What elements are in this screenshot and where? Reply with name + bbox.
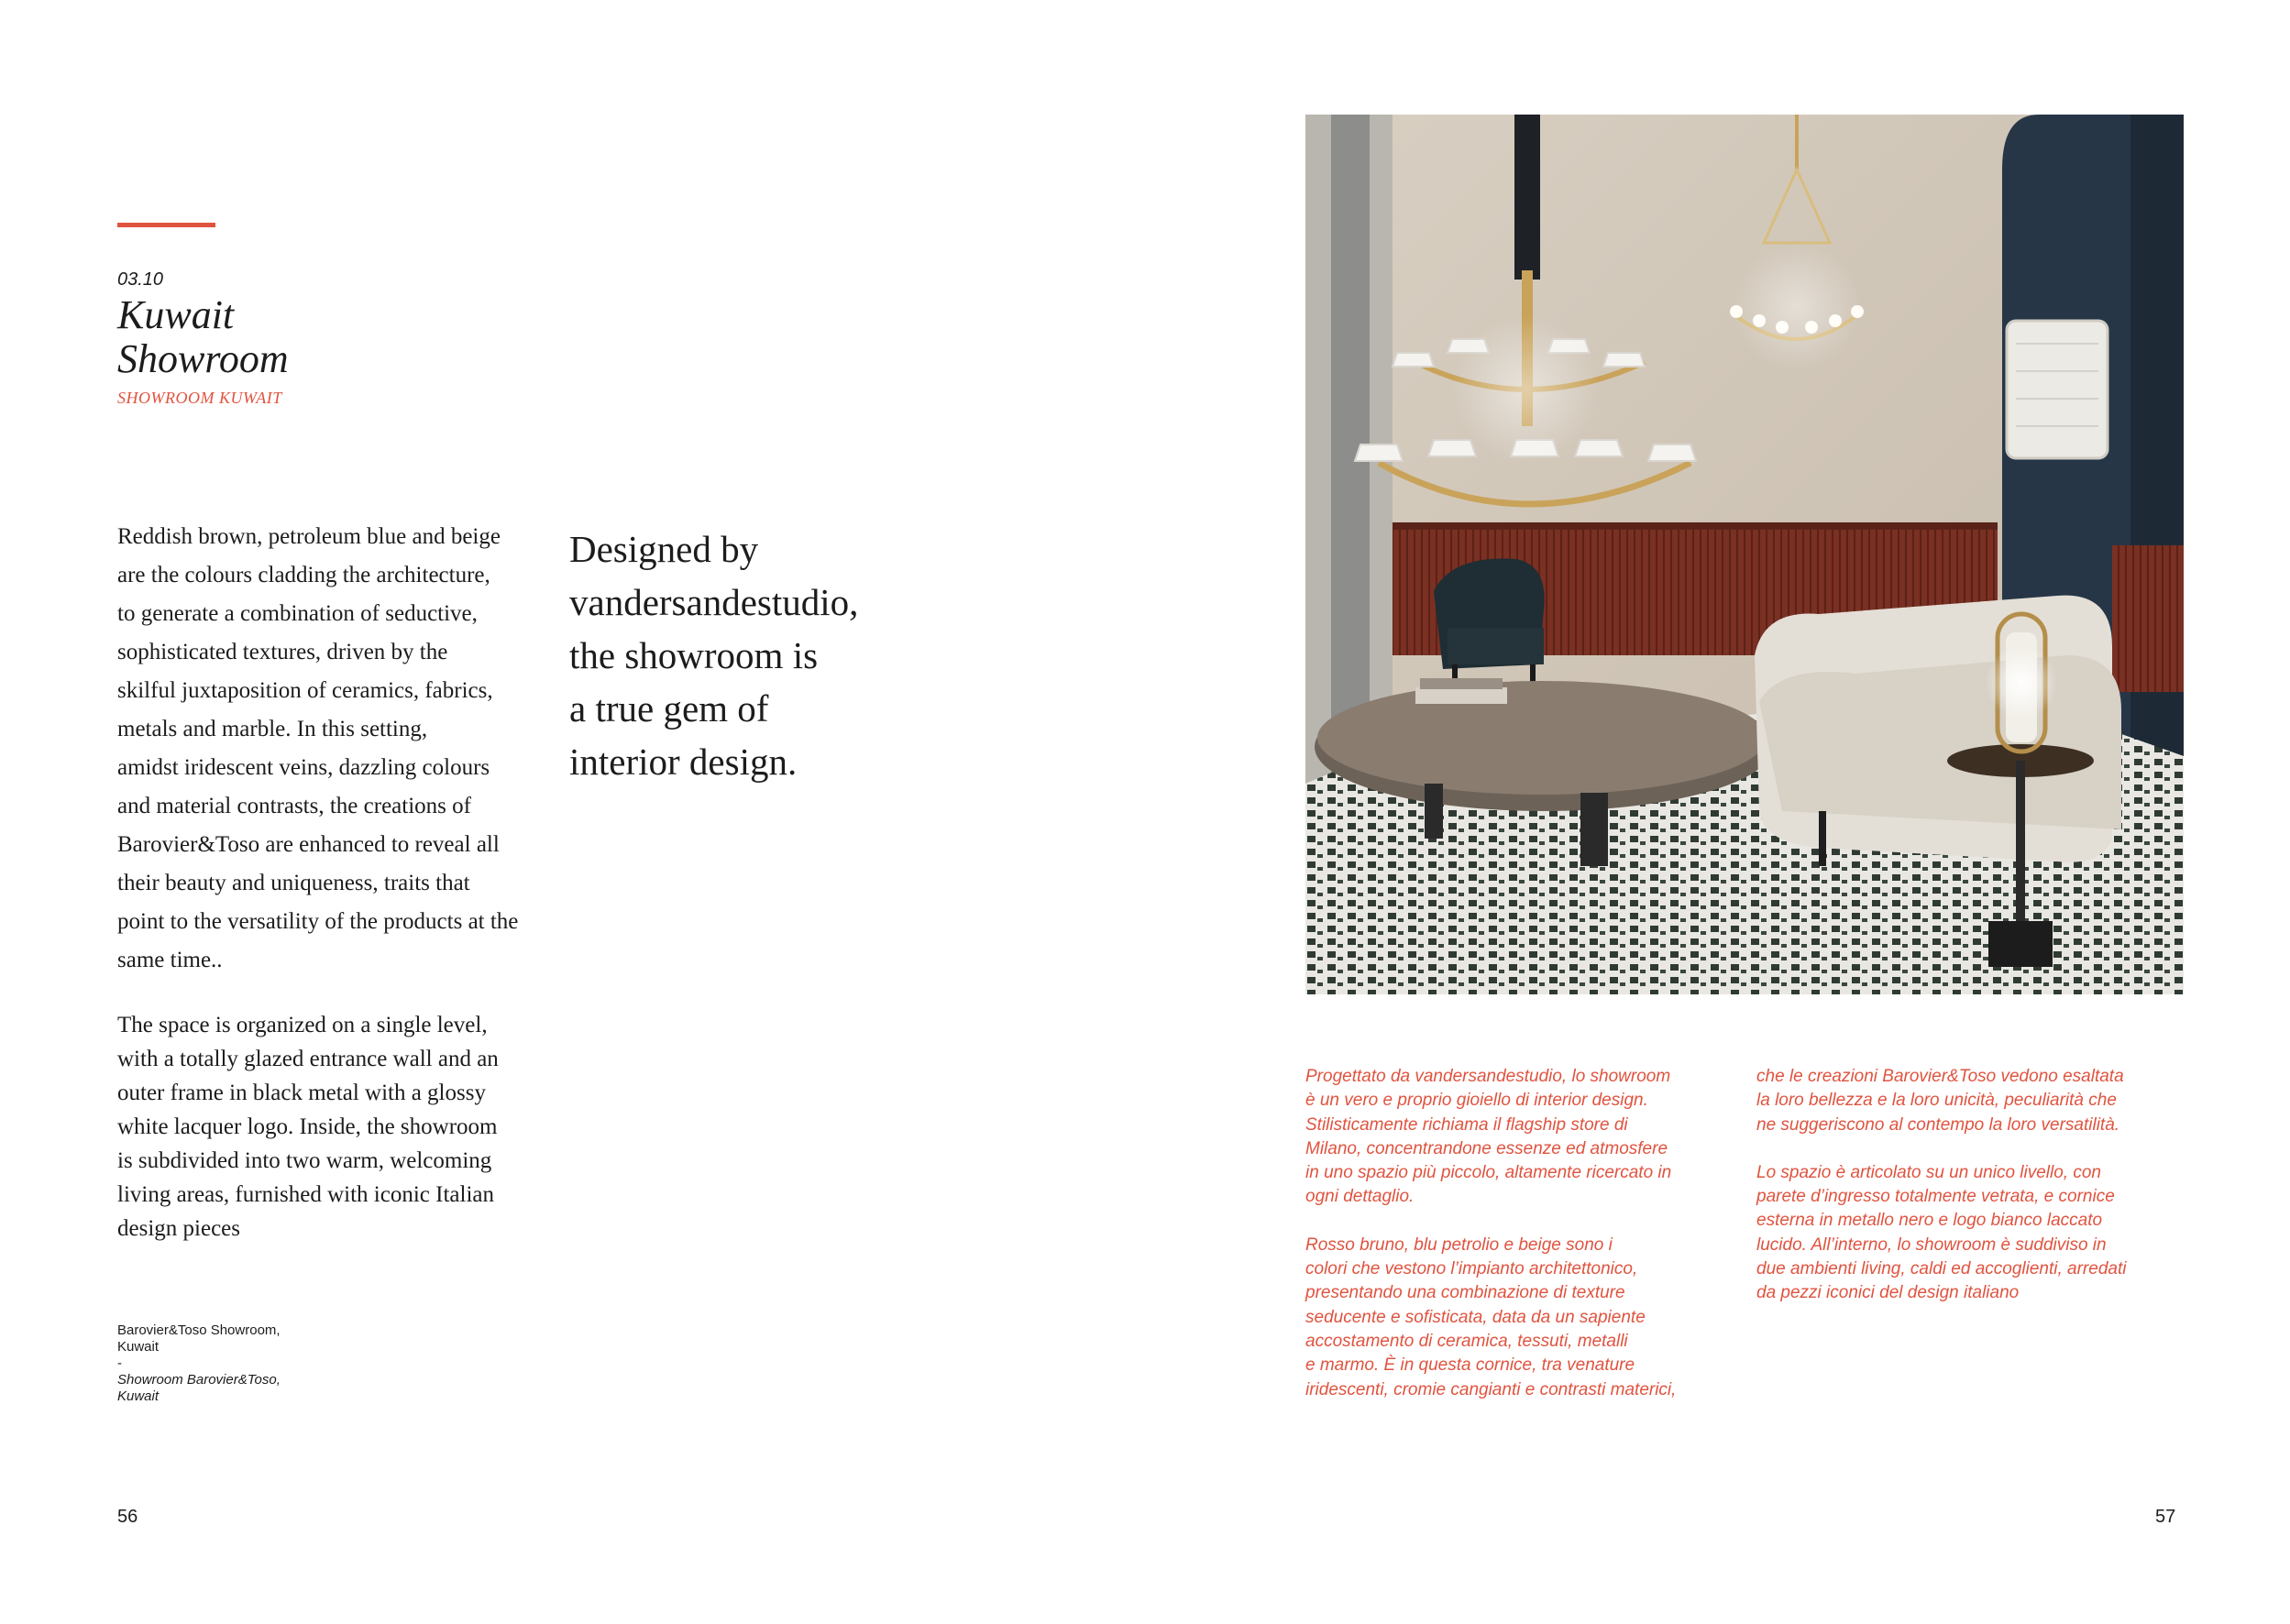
photo-credit: [117, 1322, 281, 1405]
text-line: ogni dettaglio.: [1305, 1187, 1415, 1207]
text-line: è un vero e proprio gioiello di interior design.: [1305, 1091, 1648, 1111]
text-line: skilful juxtaposition of ceramics, fabrics,: [117, 678, 493, 703]
text-line: da pezzi iconici del design italiano: [1756, 1283, 2020, 1303]
italian-column-1: [1305, 1065, 1736, 1402]
quote-line: the showroom is: [569, 634, 819, 676]
text-line: their beauty and uniqueness, traits that: [117, 871, 470, 895]
text-line: lucido. All’interno, lo showroom è suddiviso in: [1756, 1234, 2107, 1255]
paragraph-gap: [1756, 1137, 2187, 1161]
showroom-photo: [1305, 115, 2184, 994]
text-line: Lo spazio è articolato su un unico livello, con: [1756, 1162, 2102, 1182]
text-line: Milano, concentrandone essenze ed atmosfere: [1305, 1138, 1668, 1158]
text-line: sophisticated textures, driven by the: [117, 640, 448, 664]
text-line: parete d’ingresso totalmente vetrata, e cornice: [1756, 1187, 2115, 1207]
credit-separator: -: [117, 1355, 122, 1371]
page-subtitle: SHOWROOM KUWAIT: [117, 389, 282, 407]
text-line: and material contrasts, the creations of: [117, 794, 471, 818]
text-line: living areas, furnished with iconic Italian: [117, 1182, 494, 1207]
text-line: Reddish brown, petroleum blue and beige: [117, 524, 501, 549]
text-line: e marmo. È in questa cornice, tra venature: [1305, 1355, 1635, 1376]
body-paragraph-2: [117, 1008, 567, 1245]
quote-line: a true gem of: [569, 687, 769, 730]
text-line: to generate a combination of seductive,: [117, 601, 478, 626]
text-line: ne suggeriscono al contempo la loro versatilità.: [1756, 1114, 2120, 1135]
text-line: point to the versatility of the products at the: [117, 909, 519, 934]
credit-line: Kuwait: [117, 1339, 160, 1355]
text-line: The space is organized on a single level,: [117, 1013, 488, 1037]
text-line: are the colours cladding the architecture,: [117, 563, 490, 587]
text-line: same time..: [117, 948, 223, 972]
text-line: iridescenti, cromie cangianti e contrasti materici,: [1305, 1379, 1677, 1399]
text-line: accostamento di ceramica, tessuti, metalli: [1305, 1331, 1628, 1351]
section-number: 03.10: [117, 269, 164, 290]
text-line: esterna in metallo nero e logo bianco laccato: [1756, 1211, 2103, 1231]
text-line: colori che vestono l’impianto architettonico,: [1305, 1259, 1638, 1279]
text-line: white lacquer logo. Inside, the showroom: [117, 1114, 498, 1139]
credit-line-italian: Kuwait: [117, 1388, 160, 1404]
page-title: [117, 293, 289, 381]
text-line: in uno spazio più piccolo, altamente ricercato in: [1305, 1163, 1672, 1183]
page-number-left: 56: [117, 1507, 138, 1527]
page-number-right: 57: [2155, 1507, 2176, 1527]
body-paragraph-1: [117, 518, 567, 980]
quote-line: vandersandestudio,: [569, 581, 859, 623]
text-line: metals and marble. In this setting,: [117, 717, 428, 741]
credit-line-italian: Showroom Barovier&Toso,: [117, 1372, 281, 1388]
text-line: presentando una combinazione di texture: [1305, 1283, 1625, 1303]
text-line: Progettato da vandersandestudio, lo showroom: [1305, 1067, 1671, 1086]
text-line: is subdivided into two warm, welcoming: [117, 1148, 492, 1173]
pull-quote: [569, 522, 936, 788]
title-line: Showroom: [117, 336, 289, 381]
text-line: amidst iridescent veins, dazzling colours: [117, 755, 490, 780]
text-line: Barovier&Toso are enhanced to reveal all: [117, 832, 500, 857]
text-line: seducente e sofisticata, data da un sapiente: [1305, 1307, 1646, 1327]
text-line: outer frame in black metal with a glossy: [117, 1081, 486, 1105]
text-line: Rosso bruno, blu petrolio e beige sono i: [1305, 1234, 1613, 1255]
quote-line: Designed by: [569, 528, 759, 570]
text-line: la loro bellezza e la loro unicità, peculiarità che: [1756, 1091, 2117, 1111]
paragraph-gap: [1305, 1210, 1736, 1234]
text-line: due ambienti living, caldi ed accoglienti, arredati: [1756, 1259, 2127, 1279]
text-line: che le creazioni Barovier&Toso vedono esaltata: [1756, 1067, 2124, 1086]
italian-column-2: [1756, 1065, 2187, 1306]
quote-line: interior design.: [569, 741, 798, 783]
credit-line: Barovier&Toso Showroom,: [117, 1322, 281, 1338]
text-line: with a totally glazed entrance wall and an: [117, 1047, 499, 1071]
text-line: design pieces: [117, 1216, 240, 1241]
text-line: Stilisticamente richiama il flagship store di: [1305, 1114, 1628, 1135]
title-line: Kuwait: [117, 292, 235, 337]
accent-rule: [117, 223, 215, 227]
